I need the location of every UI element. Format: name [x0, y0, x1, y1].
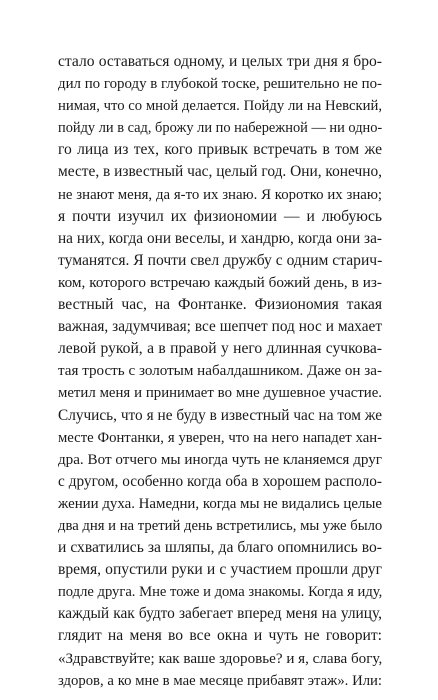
text-line: подле друга. Мне тоже и дома знакомы. Когда я иду, — [58, 584, 383, 601]
text-line: нимая, что со мной делается. Пойду ли на Невский, — [58, 98, 382, 115]
text-line: ком, которого встречаю каждый божий день, в из- — [58, 273, 382, 291]
text-line: месте Фонтанки, я уверен, что на него нападет хан- — [58, 429, 382, 446]
text-line: не знают меня, да я-то их знаю. Я коротко их знаю; — [58, 186, 382, 203]
text-line: «Здравствуйте; как ваше здоровье? и я, слава богу, — [58, 650, 383, 667]
text-line: время, опустили руки и с участием прошли друг — [58, 561, 382, 579]
text-line: вестный час, на Фонтанке. Физиономия такая — [58, 296, 382, 314]
text-line: важная, задумчивая; все шепчет под нос и махает — [58, 318, 382, 336]
text-line: и схватились за шляпы, да благо опомнились во- — [58, 539, 382, 557]
text-line: с другом, особенно когда оба в хорошем располо- — [58, 472, 382, 490]
text-line: два дня и на третий день встретились, мы уже было — [58, 517, 383, 534]
text-line: пойду ли в сад, брожу ли по набережной — ни одно- — [58, 120, 383, 137]
text-line: я почти изучил их физиономии — и любуюсь — [58, 207, 382, 225]
text-line: туманятся. Я почти свел дружбу с одним старич- — [58, 251, 383, 269]
text-line: глядит на меня во все окна и чуть не говорит: — [58, 627, 382, 645]
text-line: месте, в известный час, целый год. Они, конечно, — [58, 163, 382, 181]
text-line: каждый как будто забегает вперед меня на улицу, — [58, 605, 382, 623]
text-line: стало оставаться одному, и целых три дня я бро- — [58, 53, 382, 70]
text-line: дра. Вот отчего мы иногда чуть не кланяемся друг — [58, 451, 382, 468]
text-line: здоров, а ко мне в мае месяце прибавят этаж». Или: — [58, 672, 382, 689]
body-text — [58, 51, 382, 692]
text-line: тая трость с золотым набалдашником. Даже он за- — [58, 363, 382, 380]
text-line: го лица из тех, кого привык встречать в том же — [58, 141, 382, 159]
text-line: жении духа. Намедни, когда мы не видались целые — [58, 495, 382, 512]
text-line: дил по городу в глубокой тоске, решительно не по- — [58, 76, 382, 93]
text-line: на них, когда они веселы, и хандрю, когда они за- — [58, 229, 382, 247]
text-line: Случись, что я не буду в известный час на том же — [58, 406, 382, 424]
text-line: левой рукой, а в правой у него длинная сучкова- — [58, 340, 382, 358]
text-line: метил меня и принимает во мне душевное участие. — [58, 385, 382, 402]
